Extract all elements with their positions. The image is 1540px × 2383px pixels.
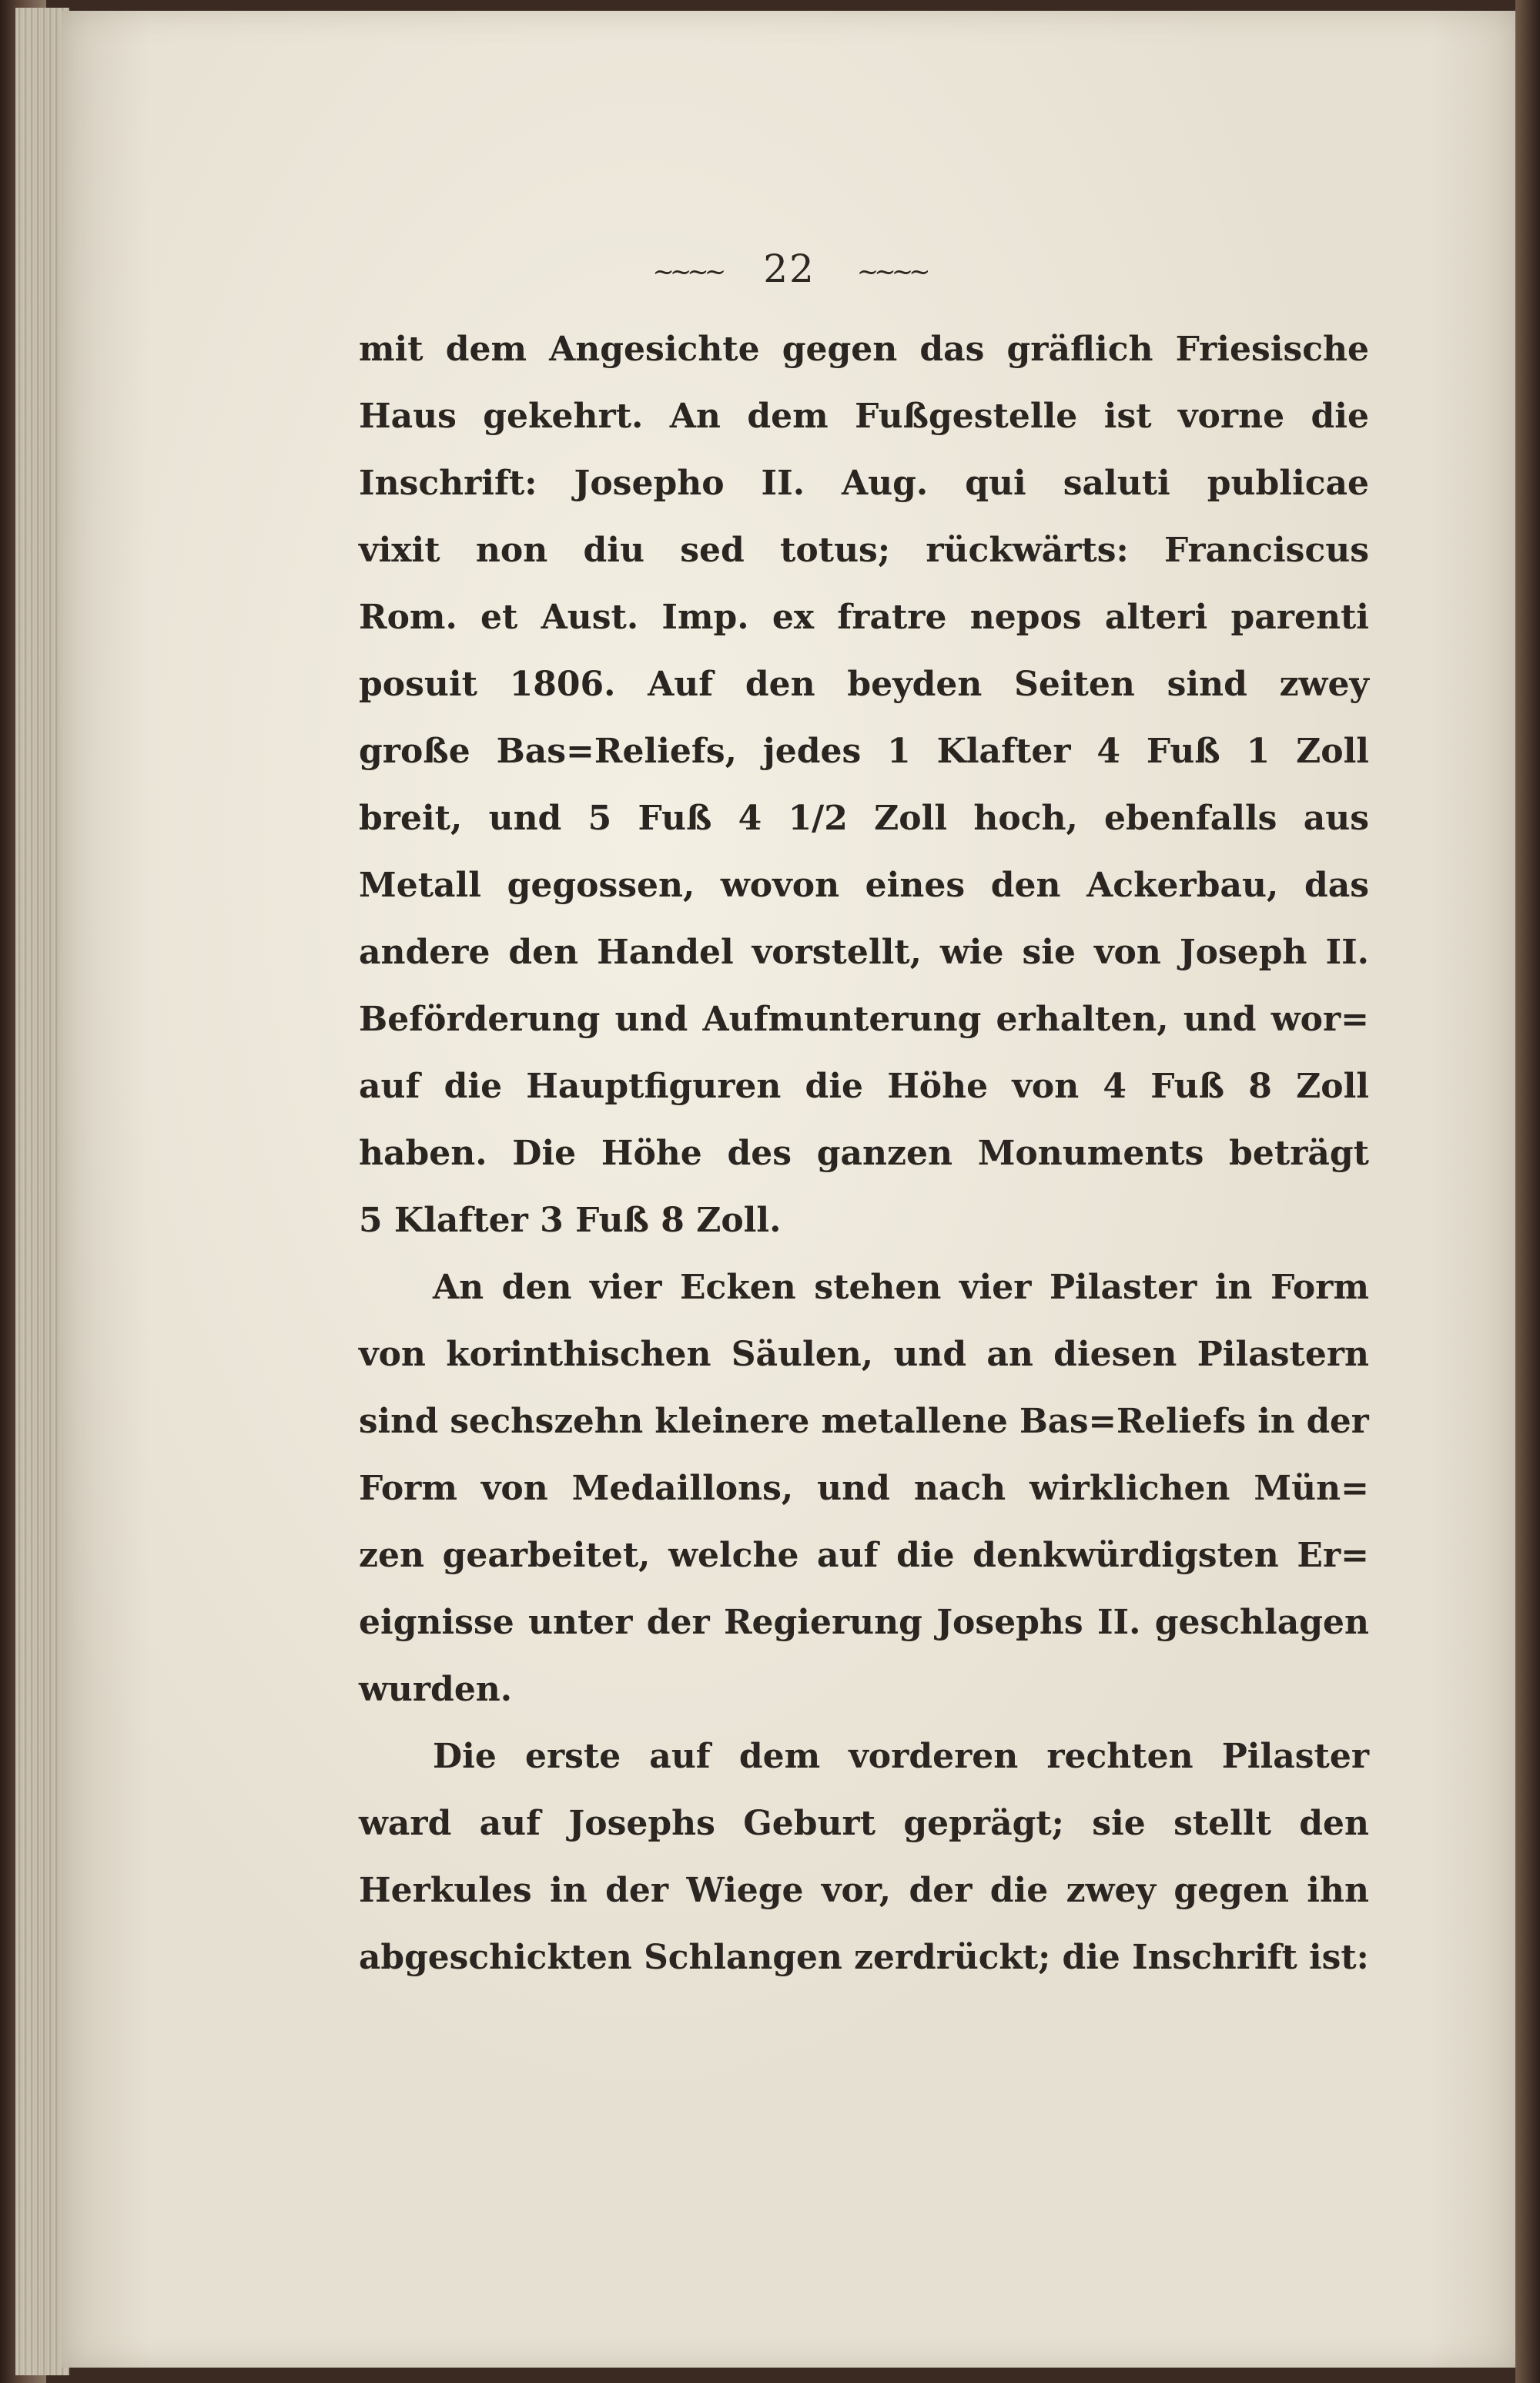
text-line: mit dem Angesichte gegen das gräflich Friesische	[359, 330, 1369, 369]
text-line: von korinthischen Säulen, und an diesen Pilastern	[359, 1335, 1369, 1374]
text-line: Herkules in der Wiege vor, der die zwey gegen ihn	[359, 1871, 1369, 1910]
text-line: haben. Die Höhe des ganzen Monuments beträgt	[359, 1134, 1369, 1173]
book-cover-edge	[1515, 0, 1540, 2383]
ornament-left-icon: ~~~~	[652, 256, 722, 287]
text-line: breit, und 5 Fuß 4 1/2 Zoll hoch, ebenfalls aus	[359, 799, 1369, 838]
text-line: zen gearbeitet, welche auf die denkwürdigsten Er=	[359, 1536, 1369, 1575]
text-line: Rom. et Aust. Imp. ex fratre nepos alteri parenti	[359, 598, 1369, 637]
paragraph-first-line: Die erste auf dem vorderen rechten Pilaster	[433, 1737, 1369, 1776]
text-line: vixit non diu sed totus; rückwärts: Franciscus	[359, 531, 1369, 570]
text-line: abgeschickten Schlangen zerdrückt; die Inschrift ist:	[359, 1938, 1369, 1977]
page-body-text	[359, 316, 1369, 1991]
text-line: andere den Handel vorstellt, wie sie von Joseph II.	[359, 933, 1369, 972]
page-number: 22	[763, 246, 815, 291]
text-line: posuit 1806. Auf den beyden Seiten sind zwey	[359, 665, 1369, 704]
text-line: ward auf Josephs Geburt geprägt; sie stellt den	[359, 1804, 1369, 1843]
ornament-right-icon: ~~~~	[856, 256, 926, 287]
text-line: Beförderung und Aufmunterung erhalten, und wor=	[359, 1000, 1369, 1039]
text-line: wurden.	[359, 1670, 513, 1709]
text-line: sind sechszehn kleinere metallene Bas=Reliefs in der	[359, 1402, 1369, 1441]
text-line: Metall gegossen, wovon eines den Ackerbau, das	[359, 866, 1369, 905]
text-line: eignisse unter der Regierung Josephs II. geschlagen	[359, 1603, 1369, 1642]
text-line: auf die Hauptfiguren die Höhe von 4 Fuß 8 Zoll	[359, 1067, 1369, 1106]
text-line: Form von Medaillons, und nach wirklichen Mün=	[359, 1469, 1369, 1508]
paragraph-first-line: An den vier Ecken stehen vier Pilaster in Form	[433, 1268, 1369, 1307]
text-line: große Bas=Reliefs, jedes 1 Klafter 4 Fuß 1 Zoll	[359, 732, 1369, 771]
page-header	[62, 246, 1517, 291]
text-line: Inschrift: Josepho II. Aug. qui saluti publicae	[359, 464, 1369, 503]
text-line: Haus gekehrt. An dem Fußgestelle ist vorne die	[359, 397, 1369, 436]
text-line: 5 Klafter 3 Fuß 8 Zoll.	[359, 1201, 782, 1240]
